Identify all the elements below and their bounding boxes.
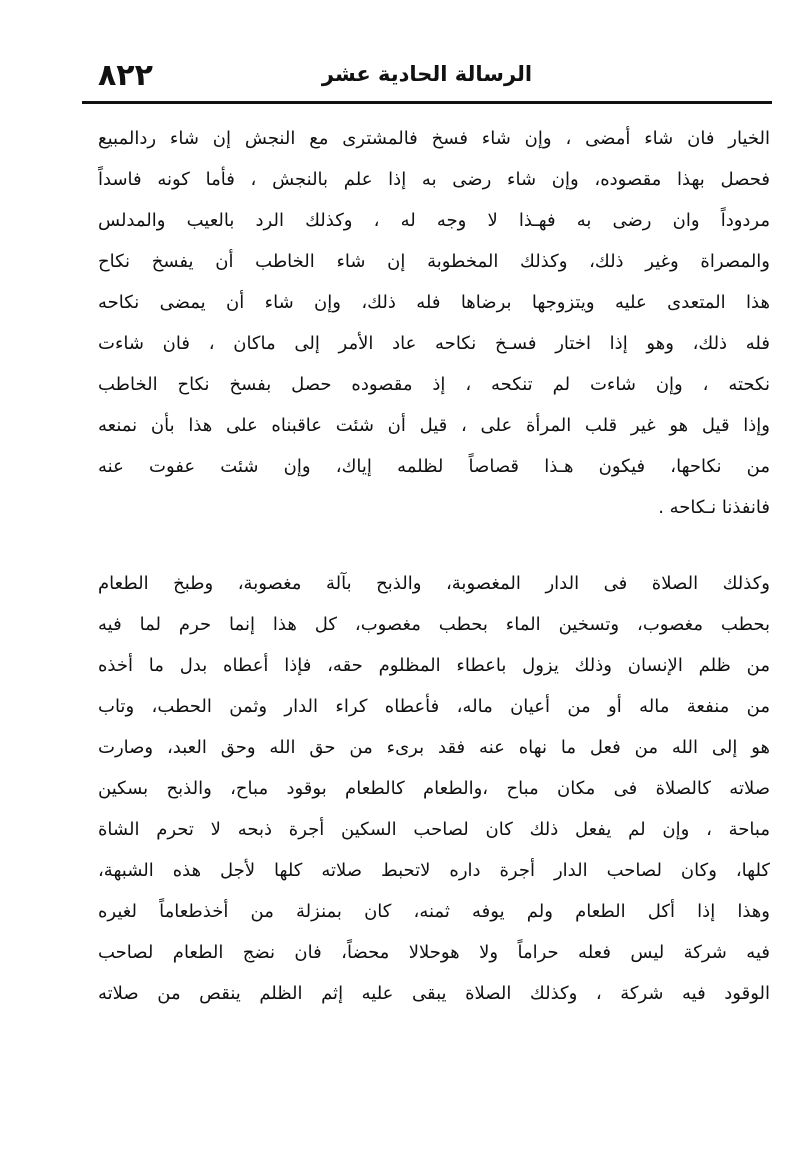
page-number: ٢٢٨: [98, 58, 153, 93]
text-line: صلاته كالصلاة فى مكان مباح ،والطعام كالطعام بوقود مباح، والذبح بسكين: [98, 778, 770, 799]
text-line: فانفذنا نـكاحه .: [658, 497, 770, 518]
text-line: وكذلك الصلاة فى الدار المغصوبة، والذبح بآلة مغصوبة، وطبخ الطعام: [98, 573, 770, 594]
text-line: وهذا إذا أكل الطعام ولم يوفه ثمنه، كان بمنزلة من أخذطعاماً لغيره: [98, 901, 770, 922]
text-line: نكحته ، وإن شاءت لم تنكحه ، إذ مقصوده حصل بفسخ نكاح الخاطب: [98, 374, 770, 395]
text-line: مباحة ، وإن لم يفعل ذلك كان لصاحب السكين أجرة ذبحه لا تحرم الشاة: [98, 819, 770, 840]
text-line: هو إلى الله من فعل ما نهاه عنه فقد برىء من حق الله وحق العبد، وصارت: [98, 737, 770, 758]
text-line: كلها، وكان لصاحب الدار أجرة داره لاتحبط صلاته كلها لأجل هذه الشبهة،: [98, 860, 770, 881]
text-line: من منفعة ماله أو من أعيان ماله، فأعطاه كراء الدار وثمن الحطب، وتاب: [98, 696, 770, 717]
paragraph-1: [98, 118, 770, 528]
paragraph-spacer: [98, 528, 770, 563]
text-line: مردوداً وان رضى به فهـذا لا وجه له ، وكذلك الرد بالعيب والمدلس: [98, 210, 770, 231]
text-line: فله ذلك، وهو إذا اختار فسـخ نكاحه عاد الأمر إلى ماكان ، فان شاءت: [98, 333, 770, 354]
text-line: والمصراة وغير ذلك، وكذلك المخطوبة إن شاء الخاطب أن يفسخ نكاح: [98, 251, 770, 272]
text-line: من نكاحها، فيكون هـذا قصاصاً لظلمه إياك، وإن شئت عفوت عنه: [98, 456, 770, 477]
text-line: بحطب مغصوب، وتسخين الماء بحطب مغصوب، كل هذا إنما حرم لما فيه: [98, 614, 770, 635]
text-line: فحصل بهذا مقصوده، وإن شاء رضى به إذا علم بالنجش ، فأما كونه فاسداً: [98, 169, 770, 190]
text-line: وإذا قيل هو غير قلب المرأة على ، قيل أن شئت عاقبناه على هذا بأن نمنعه: [98, 415, 770, 436]
paragraph-2: [98, 563, 770, 1014]
running-title: الرسالة الحادية عشر: [321, 62, 533, 86]
text-line: من ظلم الإنسان وذلك يزول باعطاء المظلوم حقه، فإذا أعطاه بدل ما أخذه: [98, 655, 770, 676]
text-line: هذا المتعدى عليه ويتزوجها برضاها فله ذلك، وإن شاء أن يمضى نكاحه: [98, 292, 770, 313]
text-line: فيه شركة ليس فعله حراماً ولا هوحلالا محضاً، فان نضج الطعام لصاحب: [98, 942, 770, 963]
text-line: الوقود فيه شركة ، وكذلك الصلاة يبقى عليه إثم الظلم ينقص من صلاته: [98, 983, 770, 1004]
body-text: [98, 118, 770, 1014]
page-header: [82, 56, 772, 96]
header-divider: [82, 101, 772, 104]
text-line: الخيار فان شاء أمضى ، وإن شاء فسخ فالمشترى مع النجش إن شاء ردالمبيع: [98, 128, 770, 149]
